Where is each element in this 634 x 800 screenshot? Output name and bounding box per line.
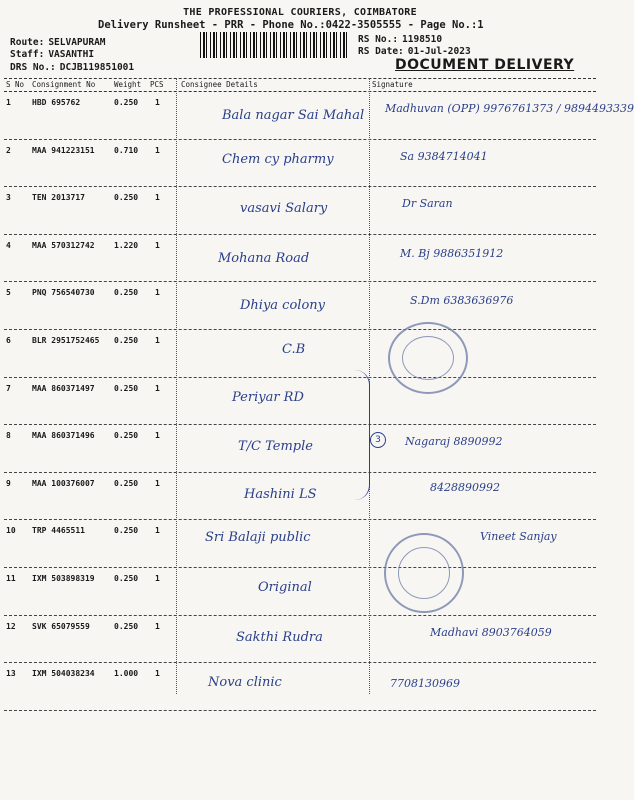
row-signature-handwriting: 7708130969 — [390, 677, 460, 691]
table-row — [4, 282, 596, 330]
runsheet-table — [4, 78, 634, 711]
row-weight: 0.250 — [114, 478, 139, 488]
staff-label: Staff: — [10, 49, 45, 60]
route-value: SELVAPURAM — [48, 37, 106, 48]
row-sno: 4 — [6, 240, 11, 250]
row-consignee-handwriting: C.B — [282, 341, 306, 357]
table-body — [4, 92, 634, 711]
route-label: Route: — [10, 37, 45, 48]
row-consignment-no: TEN 2013717 — [32, 193, 85, 203]
row-sno: 11 — [6, 573, 16, 583]
rs-date-line — [358, 46, 471, 57]
table-row — [4, 378, 596, 426]
row-consignment-no: PNQ 756540730 — [32, 288, 95, 298]
row-consignee-handwriting: T/C Temple — [238, 439, 313, 455]
document-delivery-heading: DOCUMENT DELIVERY — [395, 57, 575, 73]
row-consignee-handwriting: Chem cy pharmy — [222, 151, 334, 167]
row-sno: 5 — [6, 288, 11, 298]
row-weight: 0.250 — [114, 288, 139, 298]
rs-date-label: RS Date: — [358, 46, 404, 57]
row-consignment-no: BLR 2951752465 — [32, 335, 100, 345]
row-pcs: 1 — [155, 98, 160, 107]
table-row — [4, 663, 596, 711]
col-weight: Weight — [114, 80, 142, 89]
row-consignee-handwriting: Hashini LS — [244, 486, 317, 502]
stamp-seal — [388, 322, 468, 394]
row-weight: 0.250 — [114, 573, 139, 583]
row-sno: 6 — [6, 335, 11, 345]
rs-no-label: RS No.: — [358, 34, 399, 45]
row-weight: 0.710 — [114, 145, 139, 155]
row-weight: 0.250 — [114, 621, 139, 631]
route-line — [10, 37, 106, 48]
table-header — [4, 78, 596, 92]
row-signature-handwriting: Madhuvan (OPP) 9976761373 / 9894493339 — [385, 102, 634, 115]
row-signature-handwriting: Sa 9384714041 — [400, 149, 488, 163]
table-row — [4, 140, 596, 188]
row-consignment-no: HBD 695762 — [32, 98, 81, 107]
row-consignee-handwriting: Periyar RD — [232, 389, 304, 405]
row-weight: 0.250 — [114, 98, 139, 107]
table-row — [4, 568, 596, 616]
row-consignee-handwriting: Original — [258, 579, 312, 595]
row-signature-handwriting: Nagaraj 8890992 — [405, 435, 503, 449]
row-sno: 10 — [6, 526, 16, 536]
row-pcs: 1 — [155, 240, 160, 250]
barcode — [200, 32, 350, 58]
row-sno: 12 — [6, 621, 16, 631]
row-sno: 8 — [6, 431, 11, 441]
drs-label: DRS No.: — [10, 62, 56, 73]
row-signature-handwriting: S.Dm 6383636976 — [410, 294, 514, 308]
col-signature: Signature — [372, 80, 413, 89]
row-weight: 0.250 — [114, 335, 139, 345]
row-pcs: 1 — [155, 335, 160, 345]
table-row — [4, 473, 596, 521]
row-signature-handwriting: Dr Saran — [402, 197, 453, 211]
company-name: THE PROFESSIONAL COURIERS, COIMBATORE — [183, 7, 417, 18]
row-sno: 9 — [6, 478, 11, 488]
row-sno: 13 — [6, 669, 16, 679]
row-pcs: 1 — [155, 621, 160, 631]
row-signature-handwriting: Madhavi 8903764059 — [430, 625, 552, 639]
row-consignee-handwriting: Nova clinic — [208, 675, 282, 691]
table-row — [4, 616, 596, 664]
row-pcs: 1 — [155, 288, 160, 298]
row-consignee-handwriting: vasavi Salary — [240, 201, 328, 217]
row-consignee-handwriting: Mohana Road — [218, 250, 310, 266]
drs-line — [10, 62, 134, 73]
row-pcs: 1 — [155, 145, 160, 155]
table-row — [4, 235, 596, 283]
row-signature-handwriting: M. Bj 9886351912 — [400, 246, 504, 260]
row-consignee-handwriting: Dhiya colony — [240, 298, 325, 314]
row-sno: 2 — [6, 145, 11, 155]
row-consignment-no: MAA 941223151 — [32, 145, 95, 155]
row-sno: 7 — [6, 383, 11, 393]
table-row — [4, 92, 634, 140]
stamp-seal — [384, 533, 464, 613]
staff-value: VASANTHI — [48, 49, 95, 60]
row-consignment-no: TRP 4465511 — [32, 526, 85, 536]
row-pcs: 1 — [155, 573, 160, 583]
rs-date-value: 01-Jul-2023 — [407, 46, 471, 57]
row-consignment-no: IXM 503898319 — [32, 573, 95, 583]
runsheet-title: Delivery Runsheet - PRR - Phone No.:0422-3505555 - Page No.:1 — [98, 19, 484, 31]
drs-value: DCJB119851001 — [59, 62, 135, 73]
col-consignment: Consignment No — [32, 80, 96, 89]
circled-number: 3 — [370, 432, 386, 448]
column-divider — [176, 78, 177, 694]
staff-line — [10, 49, 94, 60]
bracket-annotation — [355, 370, 370, 500]
row-consignment-no: MAA 860371496 — [32, 431, 95, 441]
row-weight: 0.250 — [114, 526, 139, 536]
row-pcs: 1 — [155, 431, 160, 441]
row-weight: 0.250 — [114, 431, 139, 441]
row-consignment-no: SVK 65079559 — [32, 621, 90, 631]
row-pcs: 1 — [155, 193, 160, 203]
row-consignee-handwriting: Sri Balaji public — [205, 530, 311, 546]
row-signature-handwriting: Vineet Sanjay — [480, 530, 557, 544]
rs-no-line — [358, 34, 442, 45]
row-sno: 1 — [6, 98, 11, 107]
row-pcs: 1 — [155, 383, 160, 393]
row-weight: 0.250 — [114, 193, 139, 203]
col-pcs: PCS — [150, 80, 164, 89]
table-row — [4, 187, 596, 235]
row-pcs: 1 — [155, 478, 160, 488]
row-weight: 1.220 — [114, 240, 139, 250]
col-sno: S No — [6, 80, 25, 89]
row-signature-handwriting: 8428890992 — [430, 480, 500, 494]
table-row — [4, 520, 596, 568]
col-consignee: Consignee Details — [181, 80, 258, 89]
row-pcs: 1 — [155, 669, 160, 679]
rs-no-value: 1198510 — [402, 34, 443, 45]
row-consignment-no: IXM 504038234 — [32, 669, 95, 679]
row-weight: 0.250 — [114, 383, 139, 393]
row-consignment-no: MAA 860371497 — [32, 383, 95, 393]
table-row — [4, 330, 596, 378]
row-consignment-no: MAA 100376007 — [32, 478, 95, 488]
row-sno: 3 — [6, 193, 11, 203]
row-pcs: 1 — [155, 526, 160, 536]
table-row — [4, 425, 596, 473]
row-consignee-handwriting: Sakthi Rudra — [236, 629, 323, 645]
row-consignee-handwriting: Bala nagar Sai Mahal — [222, 108, 365, 123]
row-weight: 1.000 — [114, 669, 139, 679]
row-consignment-no: MAA 570312742 — [32, 240, 95, 250]
